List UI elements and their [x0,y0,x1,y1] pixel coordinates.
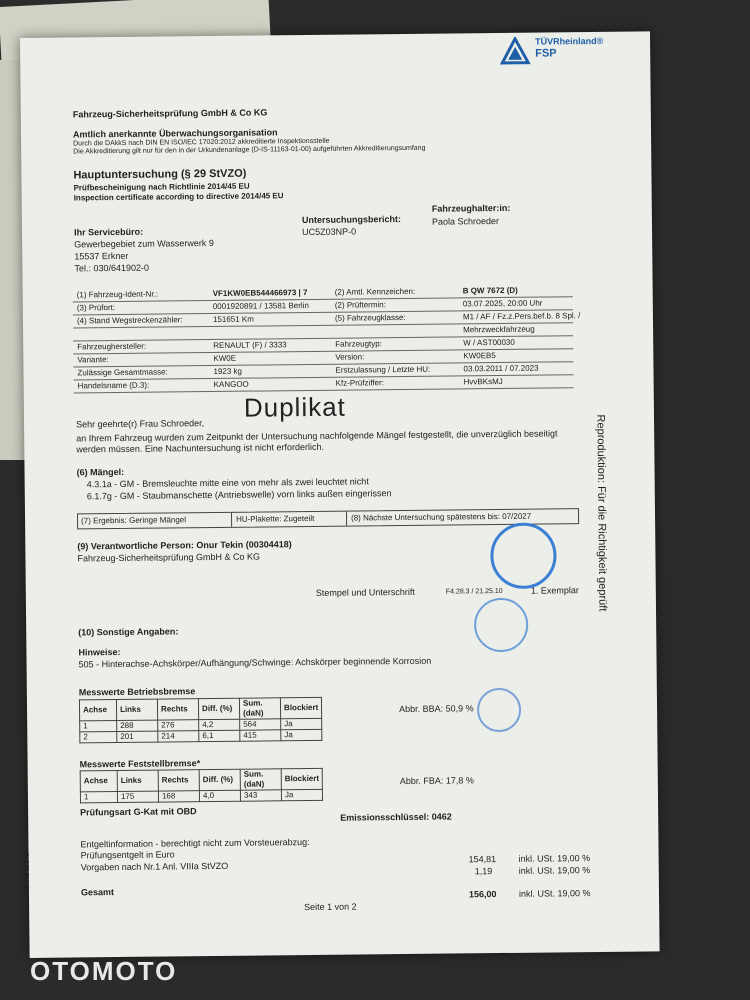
mangel-item: 6.1.7g - GM - Staubmanschette (Antriebswelle) vorn links außen eingerissen [86,488,392,502]
company-name: Fahrzeug-Sicherheitsprüfung GmbH & Co KG [72,107,268,120]
body-line-2: werden müssen. Eine Nachuntersuchung ist nicht erforderlich. [76,441,324,455]
abbr-fba: Abbr. FBA: 17,8 % [399,775,474,787]
field-label: (2) Amtl. Kennzeichen: [334,286,416,297]
table-row [80,789,322,803]
pruefungsart: Prüfungsart G-Kat mit OBD [80,806,197,818]
faint-stamp [477,688,521,732]
org-line-1: Durch die DAkkS nach DIN EN ISO/IEC 17020:2012 akkreditierte Inspektionsstelle [73,137,330,148]
table-cell: 343 [240,790,281,801]
table-cell: 276 [158,720,199,731]
field-label: Fahrzeugtyp: [335,339,382,349]
column-header: Links [116,699,157,720]
feststellbremse-title: Messwerte Feststellbremse* [79,758,201,770]
table-header-row [79,697,321,721]
field-value: 151651 Km [212,314,254,324]
entgelt-info: Entgeltinformation - berechtigt nicht zum Vorsteuerabzug: [80,837,310,850]
field-label: Fahrzeughersteller: [77,341,147,352]
mangel-item: 4.3.1a - GM - Bremsleuchte mitte eine von mehr als zwei leuchtet nicht [86,476,369,490]
table-cell: 214 [158,731,199,742]
table-cell: 168 [158,791,199,802]
hinweise-label: Hinweise: [78,646,121,658]
column-header: Sum. (daN) [240,769,281,790]
gesamt-label: Gesamt [80,887,115,898]
table-row [80,729,322,743]
emissionsschluessel: Emissionsschlüssel: 0462 [340,811,452,823]
hinweise-text: 505 - Hinterachse-Achskörper/Aufhängung/Schwinge: Achskörper beginnende Korrosion [78,655,432,670]
brand-name: TÜVRheinland® [535,35,604,47]
abbr-bba: Abbr. BBA: 50,9 % [398,703,474,715]
halter-name: Paola Schroeder [431,215,500,227]
table-cell: 1 [80,792,117,803]
field-value: B QW 7672 (D) [462,285,518,296]
margin-code: S9.601 12.2024 [24,849,32,893]
body-line-1: an Ihrem Fahrzeug wurden zum Zeitpunkt der Untersuchung nachfolgende Mängel festgestellt, die unverzüglich beseitigt [76,428,558,444]
column-header: Diff. (%) [198,698,239,719]
ergebnis: (7) Ergebnis: Geringe Mängel [78,513,232,529]
brand-sub: FSP [535,47,557,60]
service-city: 15537 Erkner [74,250,129,262]
sonstige-label: (10) Sonstige Angaben: [78,626,179,638]
field-value: KW0EB5 [463,351,496,361]
field-value: HvvBKsMJ [463,376,503,387]
halter-label: Fahrzeughalter:in: [431,202,511,214]
column-header: Diff. (%) [199,769,240,790]
field-value: M1 / AF / Fz.z.Pers.bef.b. 8 Spl. / [462,311,581,322]
gesamt-value: 156,00 [468,889,497,900]
vorgaben: Vorgaben nach Nr.1 Anl. VIIIa StVZO [80,860,229,873]
table-cell: 4,2 [199,719,240,730]
otomoto-watermark: OTOMOTO [30,956,178,986]
field-label: (3) Prüfort: [76,303,116,313]
field-label: (5) Fahrzeugklasse: [334,312,406,323]
official-stamp [490,522,557,589]
exemplar: 1. Exemplar [530,585,579,596]
fee-1-ust: inkl. USt. 19,00 % [518,853,591,864]
column-header: Achse [80,771,117,792]
fee-2: 1,19 [474,866,493,877]
service-street: Gewerbegebiet zum Wasserwerk 9 [74,237,214,250]
field-label: Zulässige Gesamtmasse: [77,367,168,378]
field-label: Erstzulassung / Letzte HU: [335,364,431,375]
column-header: Blockiert [281,768,322,789]
fee-2-ust: inkl. USt. 19,00 % [518,865,591,876]
bericht-label: Untersuchungsbericht: [301,214,401,226]
column-header: Sum. (daN) [239,698,280,719]
doc-title: Hauptuntersuchung (§ 29 StVZO) [73,167,247,182]
field-value: W / AST00030 [463,337,515,348]
person-label: (9) Verantwortliche Person: Onur Tekin (00304418) [77,539,292,552]
table-cell: 2 [80,732,117,743]
table-cell: 4,0 [199,790,240,801]
feststellbremse-table [80,768,324,804]
table-cell: 288 [117,720,158,731]
field-label: Variante: [77,355,109,365]
naechste-untersuchung: (8) Nächste Untersuchung spätestens bis: 07/2027 [350,511,532,523]
field-label: Handelsname (D.3): [77,380,150,391]
table-cell: 175 [117,791,158,802]
column-header: Rechts [157,699,198,720]
table-cell: 415 [240,730,281,741]
form-code: F4.28.3 / 21.25.10 [445,587,503,596]
greeting: Sehr geehrte(r) Frau Schroeder, [75,418,205,430]
org-line-2: Die Akkreditierung gilt nur für den in der Urkundenanlage (D-IS-11163-01-00) aufgeführten Akkreditierungsumfang [73,144,426,156]
result-box [77,508,579,529]
table-header-row [80,768,322,792]
field-value: KANGOO [213,379,249,389]
doc-sub-2: Inspection certificate according to directive 2014/45 EU [73,191,284,203]
plakette: HU-Plakette: Zugeteilt [233,512,347,527]
field-value: Mehrzweckfahrzeug [463,324,535,335]
column-header: Rechts [158,770,199,791]
faint-stamp [474,598,529,653]
table-cell: 1 [80,721,117,732]
field-value: KW0E [213,353,237,363]
betriebsbremse-table [79,697,323,744]
person-company: Fahrzeug-Sicherheitsprüfung GmbH & Co KG [77,551,261,564]
betriebsbremse-title: Messwerte Betriebsbremse [78,686,196,698]
reproduktion-note: Reproduktion: Für die Richtigkeit geprüft [594,414,609,612]
field-value: RENAULT (F) / 3333 [213,340,287,350]
field-value: 0001920891 / 13581 Berlin [212,300,309,311]
stempel-label: Stempel und Unterschrift [315,586,415,598]
org-title: Amtlich anerkannte Überwachungsorganisation [72,127,278,140]
table-cell: 201 [117,731,158,742]
field-label: (2) Prüftermin: [334,300,386,310]
table-cell: Ja [281,789,322,800]
doc-sub-1: Prüfbescheinigung nach Richtlinie 2014/45 EU [73,181,250,193]
bericht-number: UC5Z03NP-0 [301,226,357,238]
field-value: 1923 kg [213,366,243,376]
field-label: (1) Fahrzeug-Ident-Nr.: [76,289,159,300]
table-cell: 564 [240,719,281,730]
duplikat-stamp: Duplikat [243,391,346,423]
field-value: 03.07.2025, 20:00 Uhr [462,298,543,309]
maengel-label: (6) Mängel: [76,466,125,478]
field-label: Kfz-Prüfziffer: [335,378,384,388]
field-value: 03.03.2011 / 07.2023 [463,363,539,374]
table-cell: 6,1 [199,730,240,741]
field-label: (4) Stand Wegstreckenzähler: [76,315,183,326]
table-cell: Ja [281,718,322,729]
inspection-certificate [20,31,660,958]
column-header: Achse [79,700,116,721]
field-value: VF1KW0EB544466973 | 7 [212,288,308,298]
gesamt-ust: inkl. USt. 19,00 % [518,888,591,899]
column-header: Blockiert [280,697,321,718]
page-number: Seite 1 von 2 [304,901,357,913]
fee-1: 154,81 [468,854,497,865]
table-cell: Ja [281,729,322,740]
tuv-triangle-icon [500,37,530,65]
service-tel: Tel.: 030/641902-0 [74,262,150,274]
entgelt-label: Prüfungsentgelt in Euro [80,849,175,861]
column-header: Links [117,770,158,791]
field-label: Version: [335,352,365,362]
service-label: Ihr Servicebüro: [73,226,144,238]
